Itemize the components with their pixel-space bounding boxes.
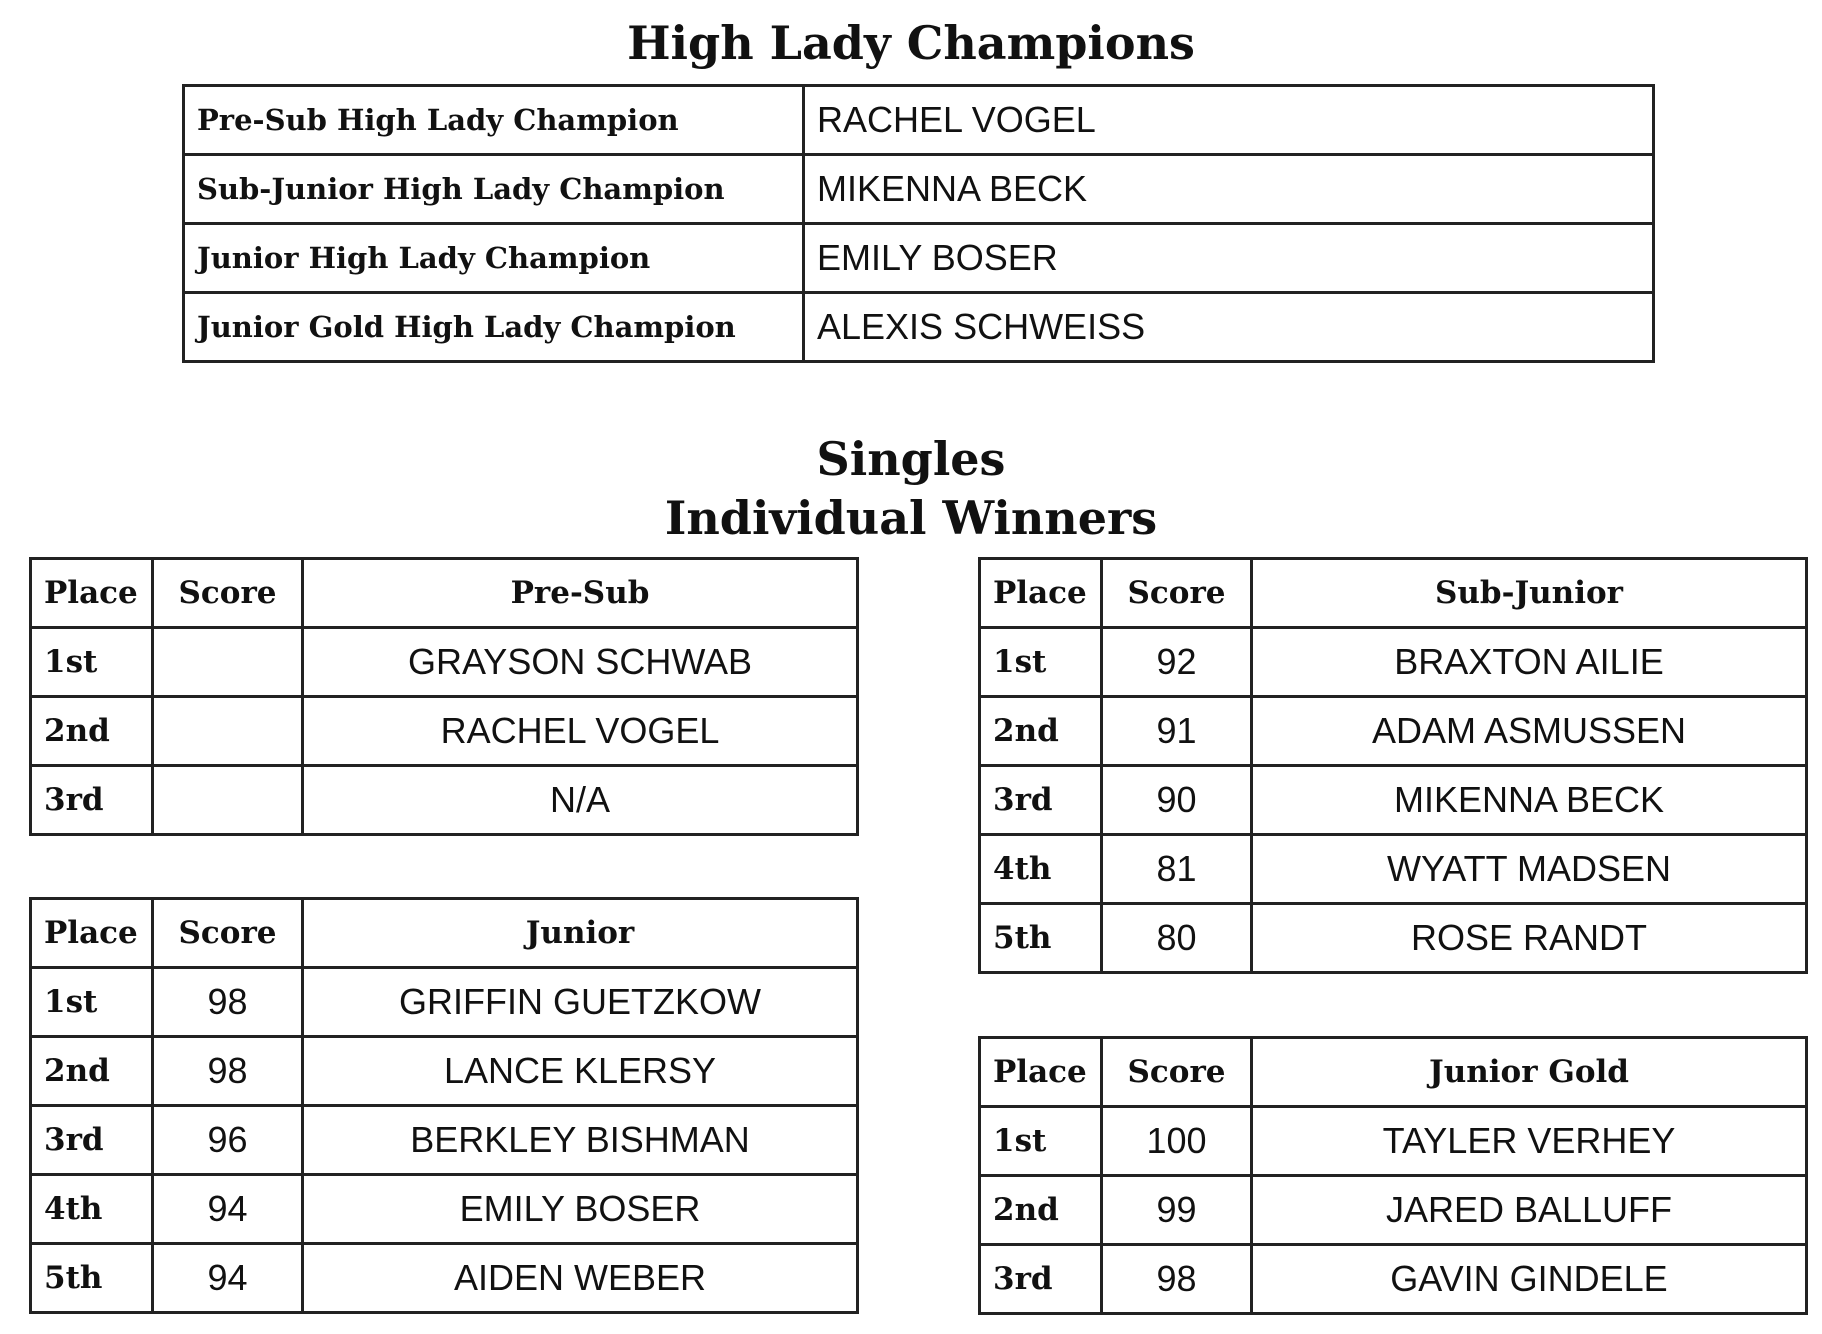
division-header: Pre-Sub — [303, 559, 858, 628]
table-row — [31, 697, 858, 766]
place-cell: 1st — [31, 628, 153, 697]
champion-name: EMILY BOSER — [804, 224, 1654, 293]
score-cell — [153, 766, 303, 835]
champion-label: Junior High Lady Champion — [184, 224, 804, 293]
table-row — [980, 1176, 1807, 1245]
score-cell — [153, 628, 303, 697]
place-cell: 5th — [980, 904, 1102, 973]
table-row — [31, 1106, 858, 1175]
place-header: Place — [980, 559, 1102, 628]
name-cell: AIDEN WEBER — [303, 1244, 858, 1313]
pre-sub-table — [29, 557, 859, 836]
place-header: Place — [31, 899, 153, 968]
champion-label: Sub-Junior High Lady Champion — [184, 155, 804, 224]
score-cell: 98 — [153, 968, 303, 1037]
name-cell: ROSE RANDT — [1252, 904, 1807, 973]
place-cell: 3rd — [980, 766, 1102, 835]
division-header: Junior Gold — [1252, 1038, 1807, 1107]
champion-name: ALEXIS SCHWEISS — [804, 293, 1654, 362]
score-cell: 80 — [1102, 904, 1252, 973]
table-row — [980, 766, 1807, 835]
score-cell: 91 — [1102, 697, 1252, 766]
table-row — [31, 628, 858, 697]
score-header: Score — [1102, 1038, 1252, 1107]
table-row — [980, 835, 1807, 904]
place-cell: 4th — [980, 835, 1102, 904]
name-cell: TAYLER VERHEY — [1252, 1107, 1807, 1176]
table-row — [184, 155, 1654, 224]
name-cell: RACHEL VOGEL — [303, 697, 858, 766]
table-row — [31, 1175, 858, 1244]
score-header: Score — [1102, 559, 1252, 628]
division-header: Sub-Junior — [1252, 559, 1807, 628]
score-cell: 99 — [1102, 1176, 1252, 1245]
score-cell: 98 — [1102, 1245, 1252, 1314]
table-row — [31, 1244, 858, 1313]
table-row — [980, 1245, 1807, 1314]
table-row — [980, 628, 1807, 697]
high-lady-title: High Lady Champions — [627, 16, 1195, 70]
place-header: Place — [31, 559, 153, 628]
place-cell: 1st — [980, 1107, 1102, 1176]
name-cell: JARED BALLUFF — [1252, 1176, 1807, 1245]
name-cell: GRAYSON SCHWAB — [303, 628, 858, 697]
score-cell: 98 — [153, 1037, 303, 1106]
place-header: Place — [980, 1038, 1102, 1107]
score-cell: 94 — [153, 1175, 303, 1244]
table-row — [31, 968, 858, 1037]
name-cell: GAVIN GINDELE — [1252, 1245, 1807, 1314]
place-cell: 2nd — [31, 697, 153, 766]
place-cell: 3rd — [31, 1106, 153, 1175]
score-cell: 81 — [1102, 835, 1252, 904]
table-row — [184, 293, 1654, 362]
name-cell: WYATT MADSEN — [1252, 835, 1807, 904]
name-cell: BRAXTON AILIE — [1252, 628, 1807, 697]
place-cell: 1st — [31, 968, 153, 1037]
table-row — [980, 1107, 1807, 1176]
table-header-row — [980, 1038, 1807, 1107]
name-cell: BERKLEY BISHMAN — [303, 1106, 858, 1175]
place-cell: 2nd — [980, 697, 1102, 766]
name-cell: EMILY BOSER — [303, 1175, 858, 1244]
table-row — [31, 766, 858, 835]
table-header-row — [980, 559, 1807, 628]
place-cell: 5th — [31, 1244, 153, 1313]
table-header-row — [31, 899, 858, 968]
champion-name: RACHEL VOGEL — [804, 86, 1654, 155]
score-cell — [153, 697, 303, 766]
table-row — [980, 904, 1807, 973]
score-header: Score — [153, 899, 303, 968]
place-cell: 3rd — [31, 766, 153, 835]
name-cell: N/A — [303, 766, 858, 835]
sub-junior-table — [978, 557, 1808, 974]
table-row — [31, 1037, 858, 1106]
score-cell: 100 — [1102, 1107, 1252, 1176]
champion-name: MIKENNA BECK — [804, 155, 1654, 224]
division-header: Junior — [303, 899, 858, 968]
score-cell: 94 — [153, 1244, 303, 1313]
score-header: Score — [153, 559, 303, 628]
place-cell: 2nd — [980, 1176, 1102, 1245]
score-cell: 96 — [153, 1106, 303, 1175]
junior-gold-table — [978, 1036, 1808, 1315]
place-cell: 3rd — [980, 1245, 1102, 1314]
high-lady-table — [182, 84, 1655, 363]
individual-winners-title: Individual Winners — [664, 491, 1158, 545]
singles-title: Singles — [816, 432, 1006, 486]
score-cell: 90 — [1102, 766, 1252, 835]
name-cell: ADAM ASMUSSEN — [1252, 697, 1807, 766]
table-header-row — [31, 559, 858, 628]
place-cell: 2nd — [31, 1037, 153, 1106]
name-cell: GRIFFIN GUETZKOW — [303, 968, 858, 1037]
place-cell: 1st — [980, 628, 1102, 697]
table-row — [980, 697, 1807, 766]
name-cell: MIKENNA BECK — [1252, 766, 1807, 835]
place-cell: 4th — [31, 1175, 153, 1244]
champion-label: Pre-Sub High Lady Champion — [184, 86, 804, 155]
score-cell: 92 — [1102, 628, 1252, 697]
table-row — [184, 224, 1654, 293]
name-cell: LANCE KLERSY — [303, 1037, 858, 1106]
champion-label: Junior Gold High Lady Champion — [184, 293, 804, 362]
table-row — [184, 86, 1654, 155]
junior-table — [29, 897, 859, 1314]
